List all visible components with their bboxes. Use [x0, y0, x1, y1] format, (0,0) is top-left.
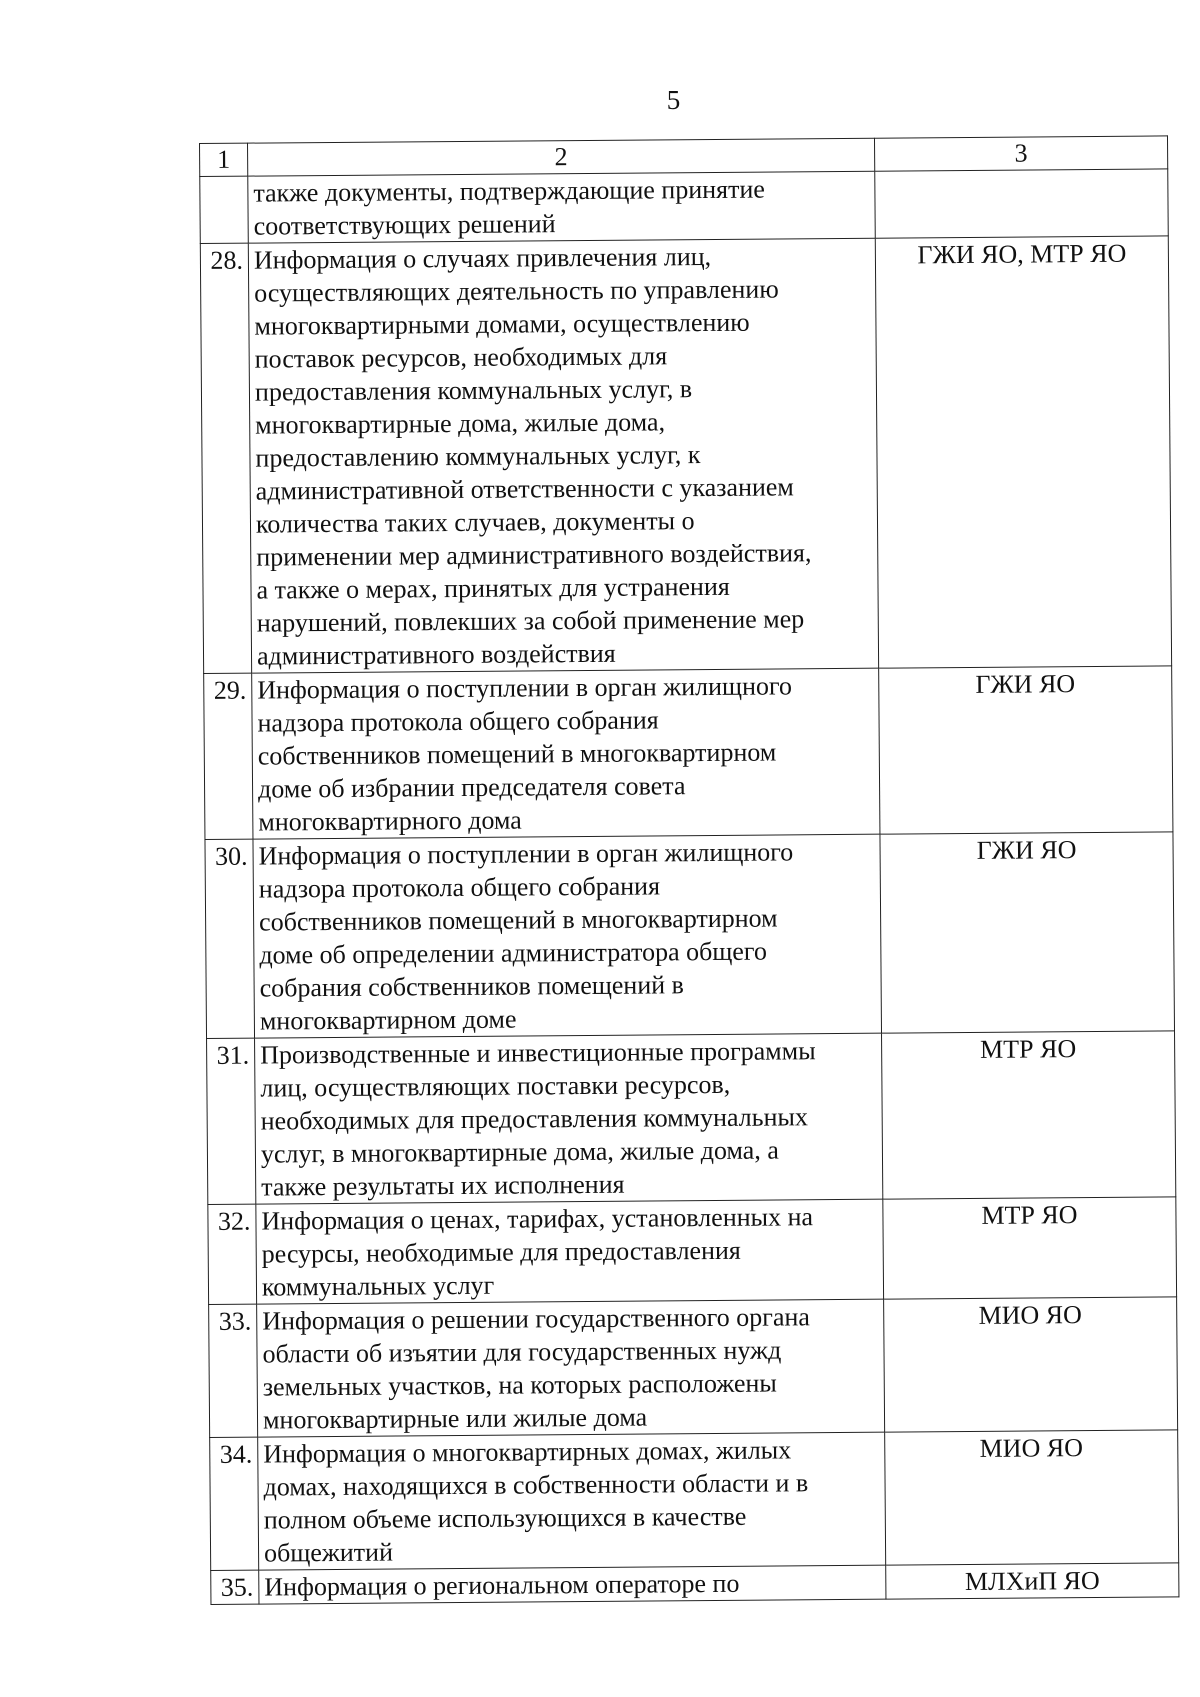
row-responsible: ГЖИ ЯО, МТР ЯО — [875, 236, 1171, 668]
row-responsible: МЛХиП ЯО — [886, 1563, 1179, 1599]
row-number: 28. — [200, 243, 251, 673]
table-row — [209, 1297, 1178, 1438]
row-responsible: МТР ЯО — [882, 1031, 1176, 1199]
row-description: Информация о решении государственного органа области об изъятии для государственных нужд земельных участков, на которых расположены многоквартирные или жилые дома — [257, 1299, 885, 1437]
table-row — [211, 1563, 1179, 1605]
row-responsible — [875, 169, 1169, 238]
table-row — [208, 1197, 1177, 1305]
table-row — [205, 832, 1175, 1039]
row-description: Информация о региональном операторе по — [259, 1565, 886, 1604]
row-responsible: МИО ЯО — [885, 1430, 1179, 1565]
table-row — [207, 1031, 1176, 1205]
header-col-1: 1 — [200, 143, 248, 176]
table-row — [200, 169, 1168, 244]
row-description: Информация о поступлении в орган жилищного надзора протокола общего собрания собственников помещений в многоквартирном доме об избрании председателя совета многоквартирного дома — [252, 668, 880, 839]
row-responsible: МТР ЯО — [883, 1197, 1177, 1299]
row-responsible: ГЖИ ЯО — [879, 666, 1173, 834]
row-description: Информация о поступлении в орган жилищного надзора протокола общего собрания собственников помещений в многоквартирном доме об определении администратора общего собрания собственников помещений в многоквартирном доме — [253, 834, 882, 1038]
row-number: 35. — [211, 1570, 259, 1604]
row-number: 31. — [207, 1038, 256, 1204]
row-number: 30. — [205, 839, 255, 1038]
table-row — [200, 236, 1171, 674]
row-number: 34. — [210, 1437, 259, 1570]
row-description: Информация о ценах, тарифах, установленных на ресурсы, необходимые для предоставления коммунальных услуг — [256, 1199, 884, 1304]
row-responsible: МИО ЯО — [884, 1297, 1178, 1432]
document-table-wrapper — [199, 135, 1179, 1605]
row-description: Информация о многоквартирных домах, жилых домах, находящихся в собственности области и в полном объеме использующихся в качестве общежитий — [258, 1432, 886, 1570]
document-table — [199, 135, 1179, 1605]
row-description: также документы, подтверждающие принятие соответствующих решений — [248, 171, 876, 243]
row-number: 32. — [208, 1204, 257, 1304]
row-description: Информация о случаях привлечения лиц, осуществляющих деятельность по управлению многоквартирными домами, осуществлению поставок ресурсов, необходимых для предоставления коммунальных услуг, в многоквартирные дома, жилые дома, предоставлению коммунальных услуг, к административной ответственности с указанием количества таких случаев, документы о применении мер административного воздействия, а также о мерах, принятых для устранения нарушений, повлекших за собой применение мер административного воздействия — [248, 238, 878, 673]
page-number: 5 — [666, 85, 681, 115]
row-responsible: ГЖИ ЯО — [880, 832, 1175, 1033]
header-col-2: 2 — [248, 138, 875, 176]
row-number: 33. — [209, 1304, 258, 1437]
row-number — [200, 176, 249, 243]
row-description: Производственные и инвестиционные программы лиц, осуществляющих поставки ресурсов, необходимых для предоставления коммунальных услуг, в многоквартирные дома, жилые дома, а также результаты их исполнения — [255, 1033, 883, 1204]
table-row — [210, 1430, 1179, 1571]
header-col-3: 3 — [874, 136, 1167, 171]
row-number: 29. — [204, 673, 253, 839]
table-row — [204, 666, 1173, 840]
